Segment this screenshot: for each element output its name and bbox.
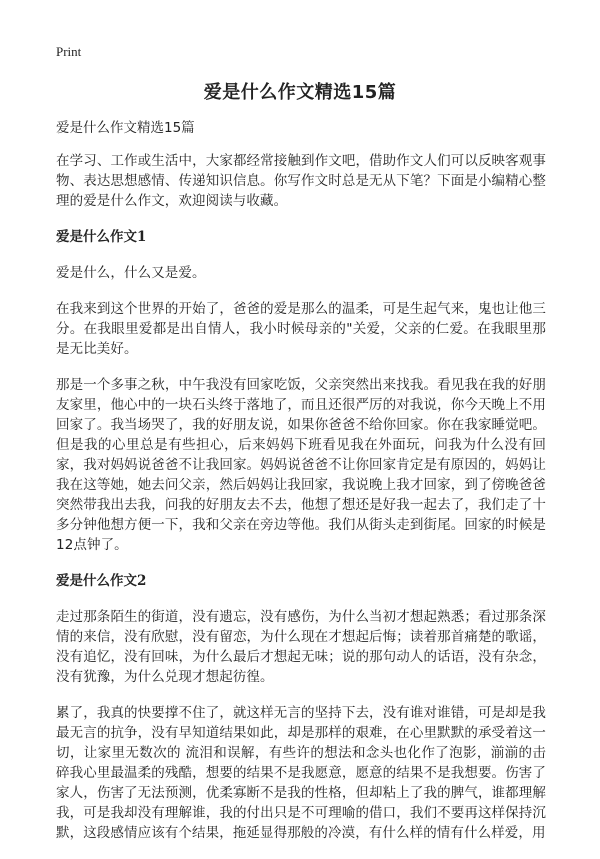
page-title: 爱是什么作文精选15篇 xyxy=(203,82,397,103)
article-body xyxy=(56,118,546,859)
section-heading-2: 爱是什么作文2 xyxy=(56,573,147,589)
section-1-paragraph-1: 爱是什么，什么又是爱。 xyxy=(56,265,206,281)
article-subtitle: 爱是什么作文精选15篇 xyxy=(56,120,195,136)
section-1-paragraph-3: 那是一个多事之秋，中午我没有回家吃饭，父亲突然出来找我。看见我在我的好朋友家里，他心中的一块石头终于落地了，而且还很严厉的对我说，你今天晚上不用回家了。我当场哭了，我的好朋友说，如果你爸爸不给你回家。你在我家睡觉吧。但是我的心里总是有些担心，后来妈妈下班看见我在外面玩，问我为什么没有回家，我对妈妈说爸爸不让我回家。妈妈说爸爸不让你回家肯定是有原因的，妈妈让我在这等她，她去问父亲，然后妈妈让我回家，我说晚上我才回家，到了傍晚爸爸突然带我出去我，问我的好朋友去不去，他想了想还是好我一起去了，我们走了十多分钟他想方便一下，我和父亲在旁边等他。我们从街头走到街尾。回家的时候是12点钟了。 xyxy=(56,377,546,553)
section-1-paragraph-2: 在我来到这个世界的开始了，爸爸的爱是那么的温柔，可是生起气来，鬼也让他三分。在我眼里爱都是出自情人，我小时候母亲的"关爱，父亲的仁爱。在我眼里那是无比美好。 xyxy=(56,301,546,357)
section-2-paragraph-2: 累了，我真的快要撑不住了，就这样无言的坚持下去，没有谁对谁错，可是却是我最无言的抗争，没有早知道结果如此，却是那样的艰难，在心里默默的承受着这一切，让家里无数次的 流泪和误解，有些许的想法和念头也化作了泡影，湔湔的击碎我心里最温柔的残酷，想要的结果不是我愿意，愿意的结果不是我想要。伤害了家人，伤害了无法预测，优柔寡断不是我的性格，但却粘上了我的脾气，谁都理解我，可是我却没有理解谁，我的付出只是不可理喻的借口，我们不要再这样保持沉默，这段感情应该有个结果，拖延显得那般的冷漠，有什么样的情有什么样爱，用 xyxy=(56,705,546,841)
print-link[interactable]: Print xyxy=(56,44,82,59)
section-heading-1: 爱是什么作文1 xyxy=(56,229,147,245)
section-2-paragraph-1: 走过那条陌生的街道，没有遗忘，没有感伤，为什么当初才想起熟悉；看过那条深情的来信，没有欣慰，没有留恋，为什么现在才想起后悔；读着那首痛楚的歌谣，没有追忆，没有回味，为什么最后才想起无味；说的那句动人的话语，没有杂念，没有犹豫，为什么兑现才想起彷徨。 xyxy=(56,609,546,685)
intro-paragraph: 在学习、工作或生活中，大家都经常接触到作文吧，借助作文人们可以反映客观事物、表达思想感情、传递知识信息。你写作文时总是无从下笔？下面是小编精心整理的爱是什么作文，欢迎阅读与收藏。 xyxy=(56,153,546,209)
